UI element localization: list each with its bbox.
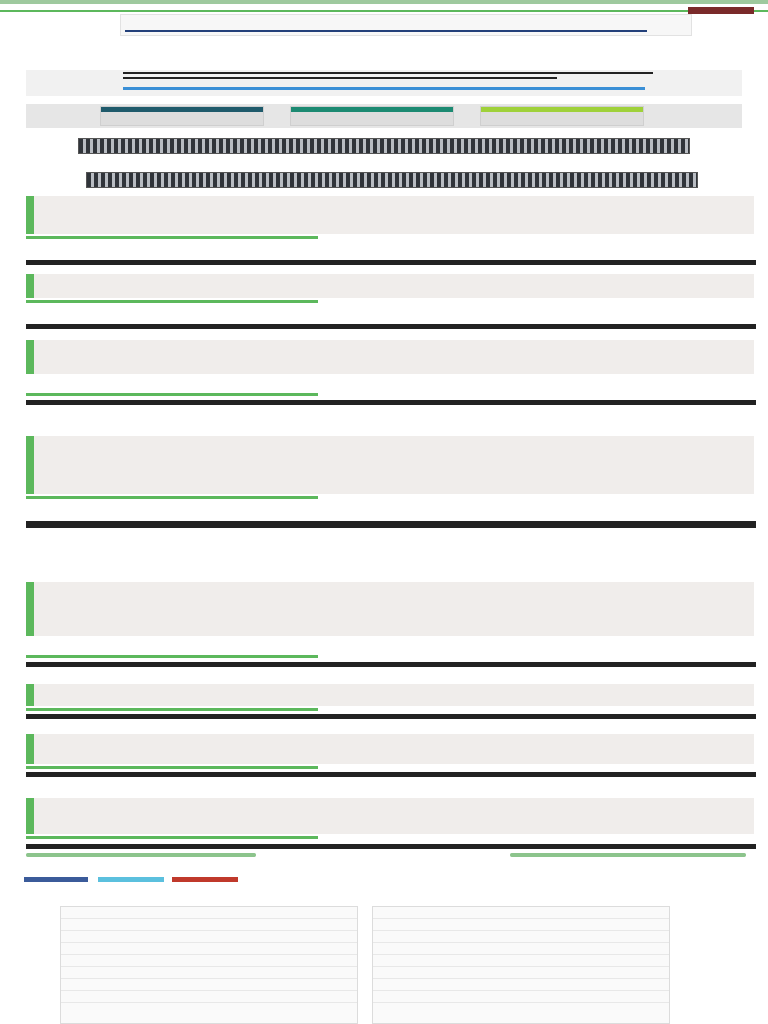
promo-card-2[interactable] xyxy=(290,106,454,126)
promo-card-3[interactable] xyxy=(480,106,644,126)
code-block-6 xyxy=(26,684,754,706)
code-block-7 xyxy=(26,734,754,764)
screenshot-image-1 xyxy=(78,138,690,154)
list-item[interactable] xyxy=(61,931,357,943)
list-item[interactable] xyxy=(61,979,357,991)
list-item[interactable] xyxy=(373,907,669,919)
code-block-5 xyxy=(26,582,754,636)
header-underline xyxy=(125,30,647,32)
share-button-2[interactable] xyxy=(98,877,164,882)
code-block-1 xyxy=(26,196,754,234)
code-block-2 xyxy=(26,274,754,298)
page-header xyxy=(120,14,692,36)
section-divider xyxy=(26,836,318,839)
intro-paragraph xyxy=(26,40,742,66)
related-links-left xyxy=(60,906,358,1024)
list-item[interactable] xyxy=(373,931,669,943)
section-heading-bar xyxy=(26,260,756,265)
section-divider xyxy=(26,496,318,499)
share-button-1[interactable] xyxy=(24,877,88,882)
list-item[interactable] xyxy=(373,943,669,955)
section-heading-bar xyxy=(26,772,756,777)
section-divider xyxy=(26,236,318,239)
list-item[interactable] xyxy=(373,955,669,967)
section-heading-bar xyxy=(26,324,756,329)
section-heading-bar xyxy=(26,521,756,528)
section-divider xyxy=(26,766,318,769)
list-item[interactable] xyxy=(61,919,357,931)
promo-card-1-label xyxy=(101,112,263,116)
page-title xyxy=(125,16,685,28)
section-heading-bar xyxy=(26,400,756,405)
list-item[interactable] xyxy=(373,991,669,1003)
list-item[interactable] xyxy=(61,967,357,979)
nav-action-button[interactable] xyxy=(688,7,754,14)
section-divider xyxy=(26,708,318,711)
subtitle-line-2 xyxy=(123,77,557,79)
list-item[interactable] xyxy=(373,979,669,991)
section-heading-bar xyxy=(26,844,756,849)
list-item[interactable] xyxy=(61,991,357,1003)
subtitle-line xyxy=(123,72,653,74)
code-block-3 xyxy=(26,340,754,374)
promo-card-2-label xyxy=(291,112,453,116)
list-item[interactable] xyxy=(373,967,669,979)
list-item[interactable] xyxy=(61,907,357,919)
section-divider xyxy=(26,393,318,396)
related-links-right xyxy=(372,906,670,1024)
top-navigation-bar xyxy=(0,4,768,12)
screenshot-image-2 xyxy=(86,172,698,188)
section-heading-bar xyxy=(26,714,756,719)
promo-card-1[interactable] xyxy=(100,106,264,126)
section-divider xyxy=(26,655,318,658)
list-item[interactable] xyxy=(61,943,357,955)
section-heading-bar xyxy=(26,662,756,667)
share-button-3[interactable] xyxy=(172,877,238,882)
progress-bar-right xyxy=(510,853,746,857)
code-block-4 xyxy=(26,436,754,494)
list-item[interactable] xyxy=(61,955,357,967)
promo-card-3-label xyxy=(481,112,643,116)
progress-bar-left xyxy=(26,853,256,857)
highlight-bar xyxy=(123,87,645,90)
section-divider xyxy=(26,300,318,303)
list-item[interactable] xyxy=(373,919,669,931)
code-block-8 xyxy=(26,798,754,834)
